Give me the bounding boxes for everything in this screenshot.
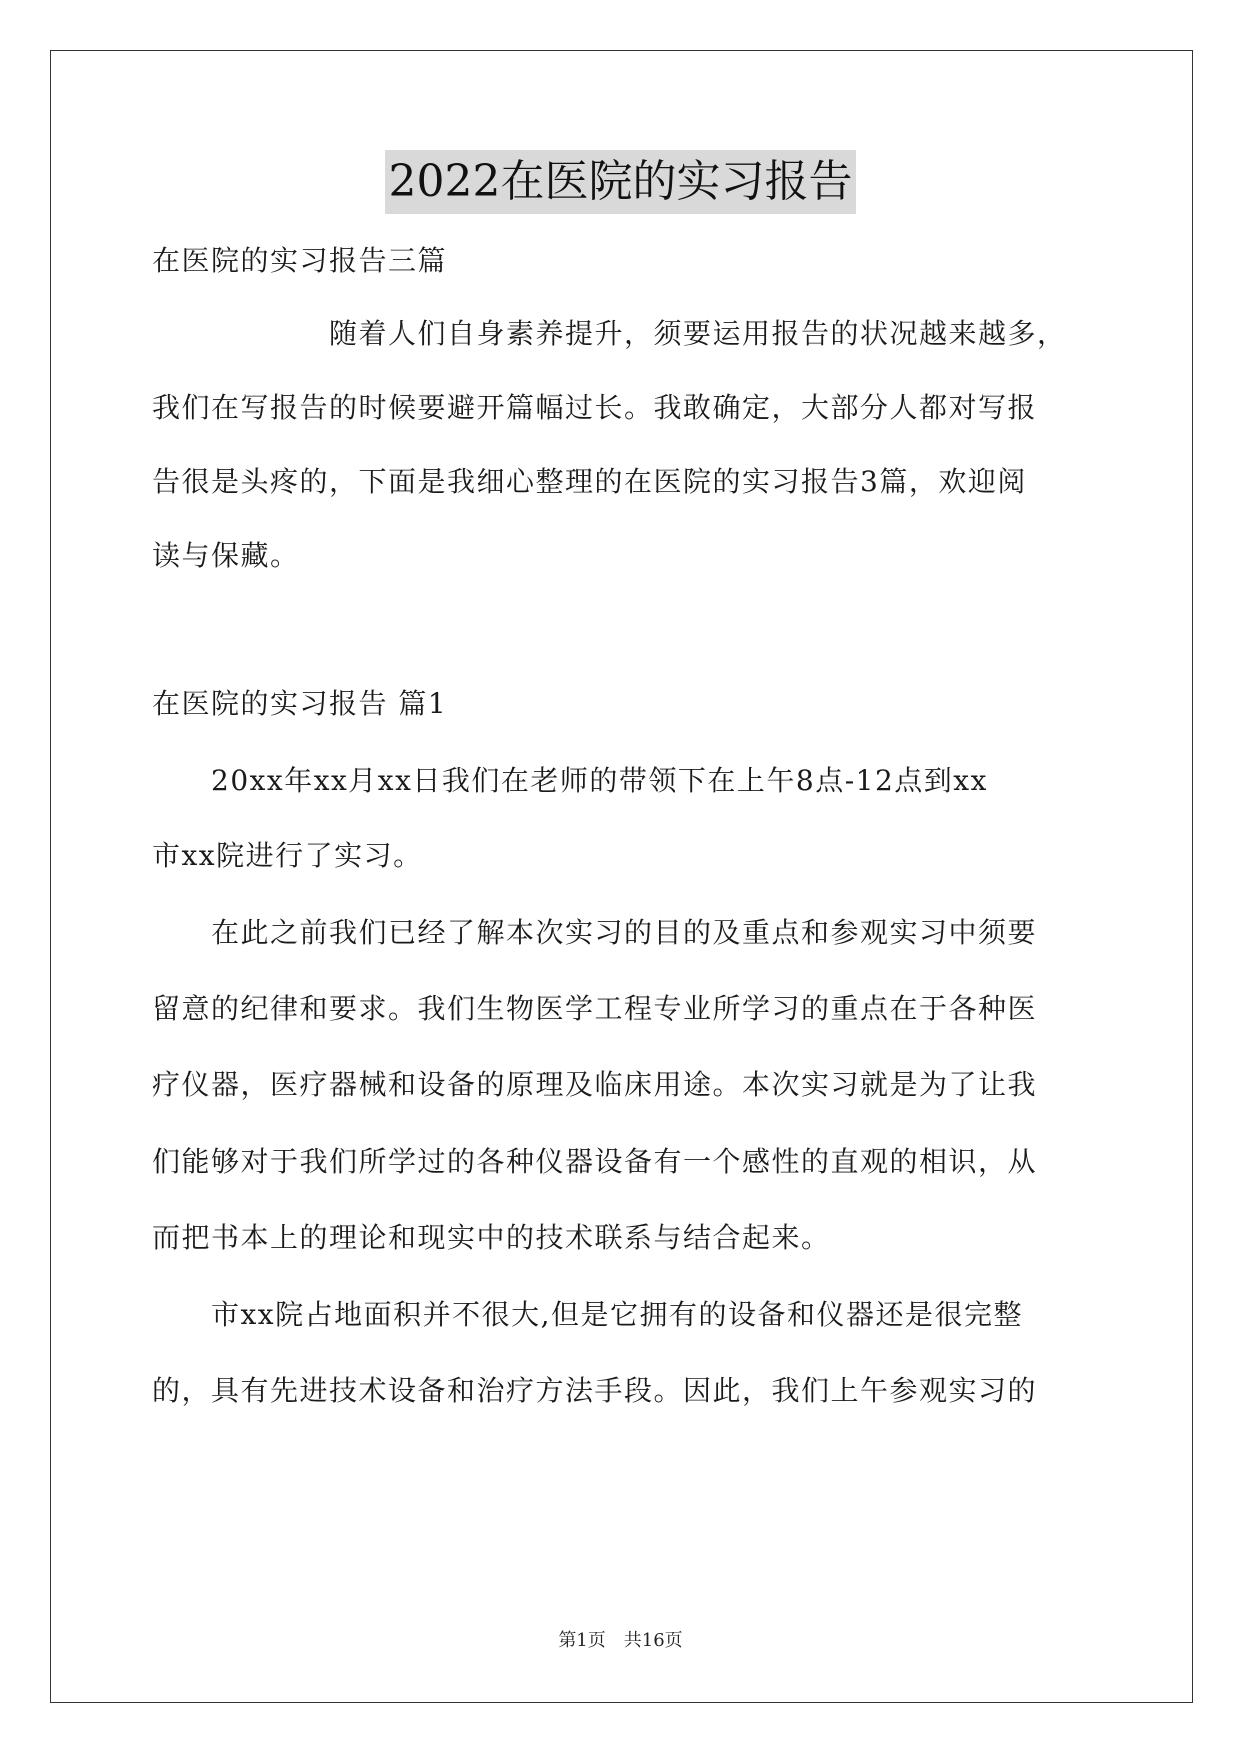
page-number-footer: 第1页 共16页 [558,1630,683,1651]
paragraph-line: 随着人们自身素养提升，须要运用报告的状况越来越多， [152,317,1067,350]
paragraph-line: 市xx院进行了实习。 [152,839,423,872]
paragraph-line: 在此之前我们已经了解本次实习的目的及重点和参观实习中须要 [152,916,1038,949]
paragraph-line: 留意的纪律和要求。我们生物医学工程专业所学习的重点在于各种医 [152,992,1038,1025]
paragraph-line: 20xx年xx月xx日我们在老师的带领下在上午8点-12点到xx [152,764,988,797]
paragraph-line: 我们在写报告的时候要避开篇幅过长。我敢确定，大部分人都对写报 [152,391,1038,424]
paragraph-line: 读与保藏。 [152,539,300,572]
paragraph-line: 告很是头疼的，下面是我细心整理的在医院的实习报告3篇，欢迎阅 [152,465,1027,498]
section-heading: 在医院的实习报告 篇1 [152,687,448,720]
paragraph-line: 的，具有先进技术设备和治疗方法手段。因此，我们上午参观实习的 [152,1374,1038,1407]
subtitle-line: 在医院的实习报告三篇 [152,244,448,277]
paragraph-line: 而把书本上的理论和现实中的技术联系与结合起来。 [152,1221,831,1254]
title-container [0,150,1241,214]
page-border [50,50,1193,1703]
paragraph-line: 疗仪器，医疗器械和设备的原理及临床用途。本次实习就是为了让我 [152,1068,1038,1101]
document-title: 2022在医院的实习报告 [385,150,857,214]
paragraph-line: 市xx院占地面积并不很大,但是它拥有的设备和仪器还是很完整 [152,1298,1023,1331]
paragraph-line: 们能够对于我们所学过的各种仪器设备有一个感性的直观的相识，从 [152,1145,1038,1178]
